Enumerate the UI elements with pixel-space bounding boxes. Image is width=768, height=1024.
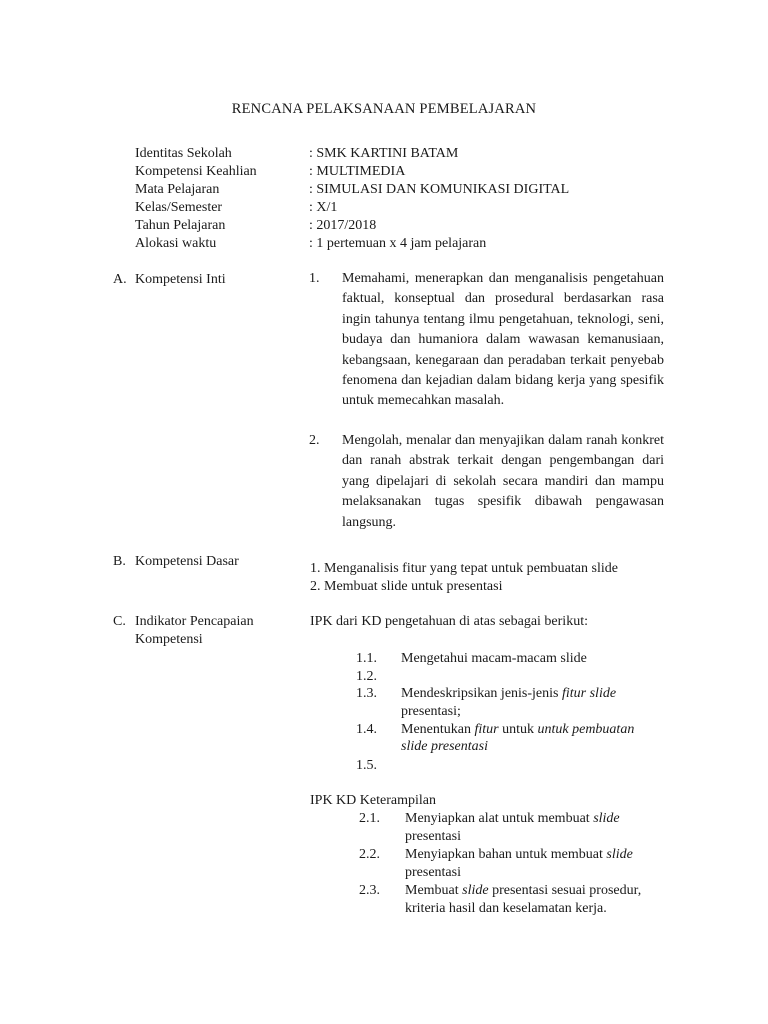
list-item-text-cont: kriteria hasil dan keselamatan kerja. (405, 901, 607, 916)
list-item-text-cont: presentasi (405, 865, 461, 880)
section-letter: C. (113, 614, 126, 629)
list-number: 1.5. (356, 758, 377, 773)
section-letter: A. (113, 272, 127, 287)
identity-label: Mata Pelajaran (135, 182, 220, 197)
section-label: Kompetensi Inti (135, 272, 226, 287)
list-item: 2. Membuat slide untuk presentasi (310, 579, 503, 594)
list-item-text-cont: presentasi; (401, 704, 461, 719)
identity-value: : 1 pertemuan x 4 jam pelajaran (309, 236, 487, 251)
document-title: RENCANA PELAKSANAAN PEMBELAJARAN (231, 101, 537, 117)
section-label-cont: Kompetensi (135, 632, 203, 647)
list-number: 1. (309, 271, 320, 286)
list-item-text-cont: slide presentasi (401, 739, 488, 754)
list-item-text: Mengetahui macam-macam slide (401, 651, 587, 666)
list-item-text: Mengolah, menalar dan menyajikan dalam ranah konkret dan ranah abstrak terkait dengan pengembangan dari yang dipelajari di sekolah secara mandiri dan mampu melaksanakan tugas spesifik dibawah pengawasan langsung. (342, 433, 664, 530)
list-item-text: Memahami, menerapkan dan menganalisis pengetahuan faktual, konseptual dan prosedural berdasarkan rasa ingin tahunya tentang ilmu pengetahuan, teknologi, seni, budaya dan humaniora dalam wawasan kemanusiaan, kebangsaan, kenegaraan dan peradaban terkait penyebab fenomena dan kejadian dalam bidang kerja yang spesifik untuk memecahkan masalah. (342, 271, 664, 409)
identity-value: : SMK KARTINI BATAM (309, 146, 459, 161)
list-number: 2.2. (359, 847, 380, 862)
list-item-text-cont: presentasi (405, 829, 461, 844)
section-label: Indikator Pencapaian (135, 614, 254, 629)
section-label: Kompetensi Dasar (135, 554, 239, 569)
identity-label: Kelas/Semester (135, 200, 223, 215)
ipk-skills-heading: IPK KD Keterampilan (310, 793, 436, 808)
identity-value: : SIMULASI DAN KOMUNIKASI DIGITAL (309, 182, 570, 197)
section-letter: B. (113, 554, 126, 569)
identity-value: : 2017/2018 (309, 218, 377, 233)
list-item-text: Menyiapkan alat untuk membuat slide (405, 811, 620, 826)
list-number: 1.4. (356, 722, 377, 737)
list-item-text: Menyiapkan bahan untuk membuat slide (405, 847, 633, 862)
list-item-text: Membuat slide presentasi sesuai prosedur, (405, 883, 642, 898)
list-number: 2.3. (359, 883, 380, 898)
identity-label: Alokasi waktu (135, 236, 217, 251)
identity-label: Identitas Sekolah (135, 146, 232, 161)
identity-label: Tahun Pelajaran (135, 218, 226, 233)
ipk-intro: IPK dari KD pengetahuan di atas sebagai berikut: (310, 614, 588, 629)
list-number: 1.1. (356, 651, 377, 666)
identity-value: : MULTIMEDIA (309, 164, 406, 179)
list-item-text: Mendeskripsikan jenis-jenis fitur slide (401, 686, 617, 701)
identity-label: Kompetensi Keahlian (135, 164, 257, 179)
list-number: 1.2. (356, 669, 377, 684)
list-item: 1. Menganalisis fitur yang tepat untuk pembuatan slide (310, 561, 618, 576)
identity-value: : X/1 (309, 200, 338, 215)
list-number: 1.3. (356, 686, 377, 701)
list-number: 2.1. (359, 811, 380, 826)
list-number: 2. (309, 433, 320, 448)
list-item-text: Menentukan fitur untuk untuk pembuatan (401, 722, 635, 737)
